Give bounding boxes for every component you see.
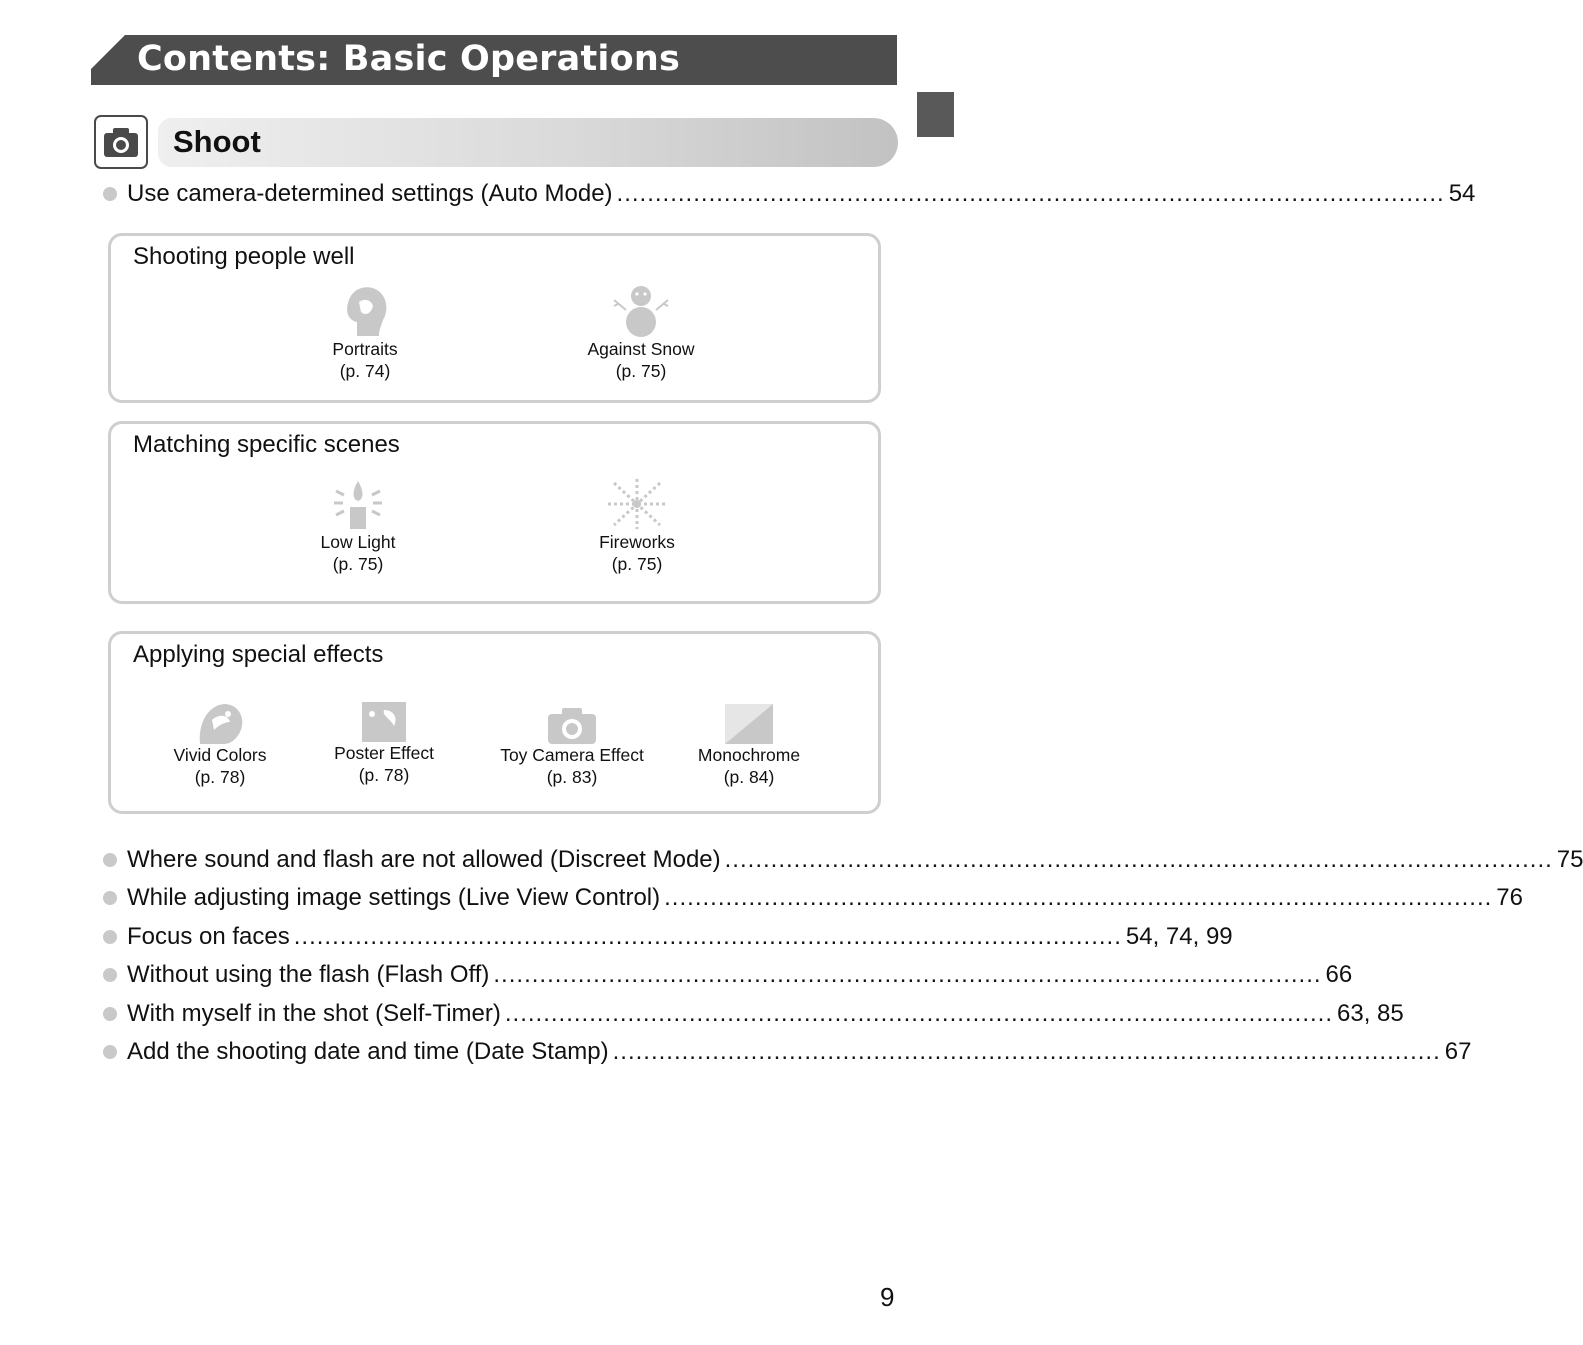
leader-dots: ............................................................................................................ [293, 923, 1122, 950]
mode-name: Monochrome [697, 745, 801, 765]
bullet-icon [103, 930, 117, 944]
box-title: Shooting people well [133, 243, 355, 270]
box-shooting-people [108, 233, 881, 403]
mode-page: (p. 75) [611, 554, 663, 574]
mode-page: (p. 83) [546, 767, 598, 787]
mode-item-low-light[interactable] [268, 477, 448, 575]
list-item-text: Focus on faces [127, 923, 290, 950]
poster-icon [354, 698, 414, 742]
mode-page: (p. 84) [723, 767, 775, 787]
mode-page: (p. 75) [615, 361, 667, 381]
mode-page: (p. 75) [332, 554, 384, 574]
mode-name: Poster Effect [334, 743, 434, 763]
box-matching-scenes [108, 421, 881, 604]
leader-dots: ............................................................................................................ [493, 961, 1322, 988]
list-item-page: 63, 85 [1337, 1000, 1404, 1027]
leader-dots: ............................................................................................................ [504, 1000, 1333, 1027]
bullet-icon [103, 891, 117, 905]
mode-name: Low Light [320, 532, 396, 552]
fireworks-icon [604, 477, 670, 531]
bullet-icon [103, 187, 117, 201]
mode-name: Fireworks [599, 532, 675, 552]
list-item-auto-mode[interactable] [103, 179, 1476, 209]
title-corner-decoration [91, 35, 125, 69]
mode-name: Vivid Colors [173, 745, 267, 765]
list-item-page: 54 [1448, 180, 1476, 207]
list-item-discreet-mode[interactable] [103, 845, 1583, 875]
mode-name: Against Snow [587, 339, 695, 359]
monochrome-icon [719, 700, 779, 744]
list-item-focus-faces[interactable] [103, 922, 1233, 952]
leader-dots: ............................................................................................................ [612, 1038, 1441, 1065]
list-item-date-stamp[interactable] [103, 1037, 1472, 1067]
mode-item-portraits[interactable] [275, 282, 455, 382]
mode-name: Toy Camera Effect [500, 745, 644, 765]
mode-item-vivid-colors[interactable] [130, 700, 310, 788]
list-item-text: Where sound and flash are not allowed (Discreet Mode) [127, 846, 721, 873]
mode-item-poster-effect[interactable] [294, 698, 474, 786]
mode-item-monochrome[interactable] [659, 700, 839, 788]
list-item-live-view-control[interactable] [103, 883, 1523, 913]
mode-item-against-snow[interactable] [551, 282, 731, 382]
list-item-self-timer[interactable] [103, 999, 1404, 1029]
list-item-text: With myself in the shot (Self-Timer) [127, 1000, 501, 1027]
leader-dots: ............................................................................................................ [724, 846, 1553, 873]
mode-page: (p. 78) [194, 767, 246, 787]
mode-page: (p. 78) [358, 765, 410, 785]
list-item-flash-off[interactable] [103, 960, 1353, 990]
list-item-page: 66 [1325, 961, 1353, 988]
list-item-text: Add the shooting date and time (Date Stamp) [127, 1038, 609, 1065]
list-item-page: 67 [1444, 1038, 1472, 1065]
bullet-icon [103, 1045, 117, 1059]
box-title: Matching specific scenes [133, 431, 400, 458]
list-item-page: 76 [1496, 884, 1523, 911]
mode-item-fireworks[interactable] [547, 477, 727, 575]
box-special-effects [108, 631, 881, 814]
section-title: Shoot [173, 124, 261, 159]
mode-name: Portraits [332, 339, 398, 359]
list-item-text: While adjusting image settings (Live View Control) [127, 884, 661, 911]
leader-dots: ............................................................................................................ [664, 884, 1493, 911]
chapter-tab-marker [917, 92, 954, 137]
mode-page: (p. 74) [339, 361, 391, 381]
list-item-text: Without using the flash (Flash Off) [127, 961, 490, 988]
section-header-bar [158, 118, 898, 167]
camera-icon [94, 115, 148, 169]
leader-dots: ............................................................................................................ [616, 180, 1445, 207]
list-item-text: Use camera-determined settings (Auto Mode) [127, 180, 613, 207]
parrot-icon [190, 700, 250, 744]
box-title: Applying special effects [133, 641, 384, 668]
list-item-page: 54, 74, 99 [1125, 923, 1233, 950]
bullet-icon [103, 1007, 117, 1021]
candle-icon [328, 477, 388, 531]
mode-item-toy-camera[interactable] [482, 700, 662, 788]
page-number: 9 [880, 1282, 895, 1312]
bullet-icon [103, 968, 117, 982]
page-title: Contents: Basic Operations [137, 39, 680, 79]
toy-camera-icon [542, 700, 602, 744]
list-item-page: 75 [1556, 846, 1583, 873]
bullet-icon [103, 853, 117, 867]
portrait-icon [335, 282, 395, 338]
snowman-icon [606, 282, 676, 338]
